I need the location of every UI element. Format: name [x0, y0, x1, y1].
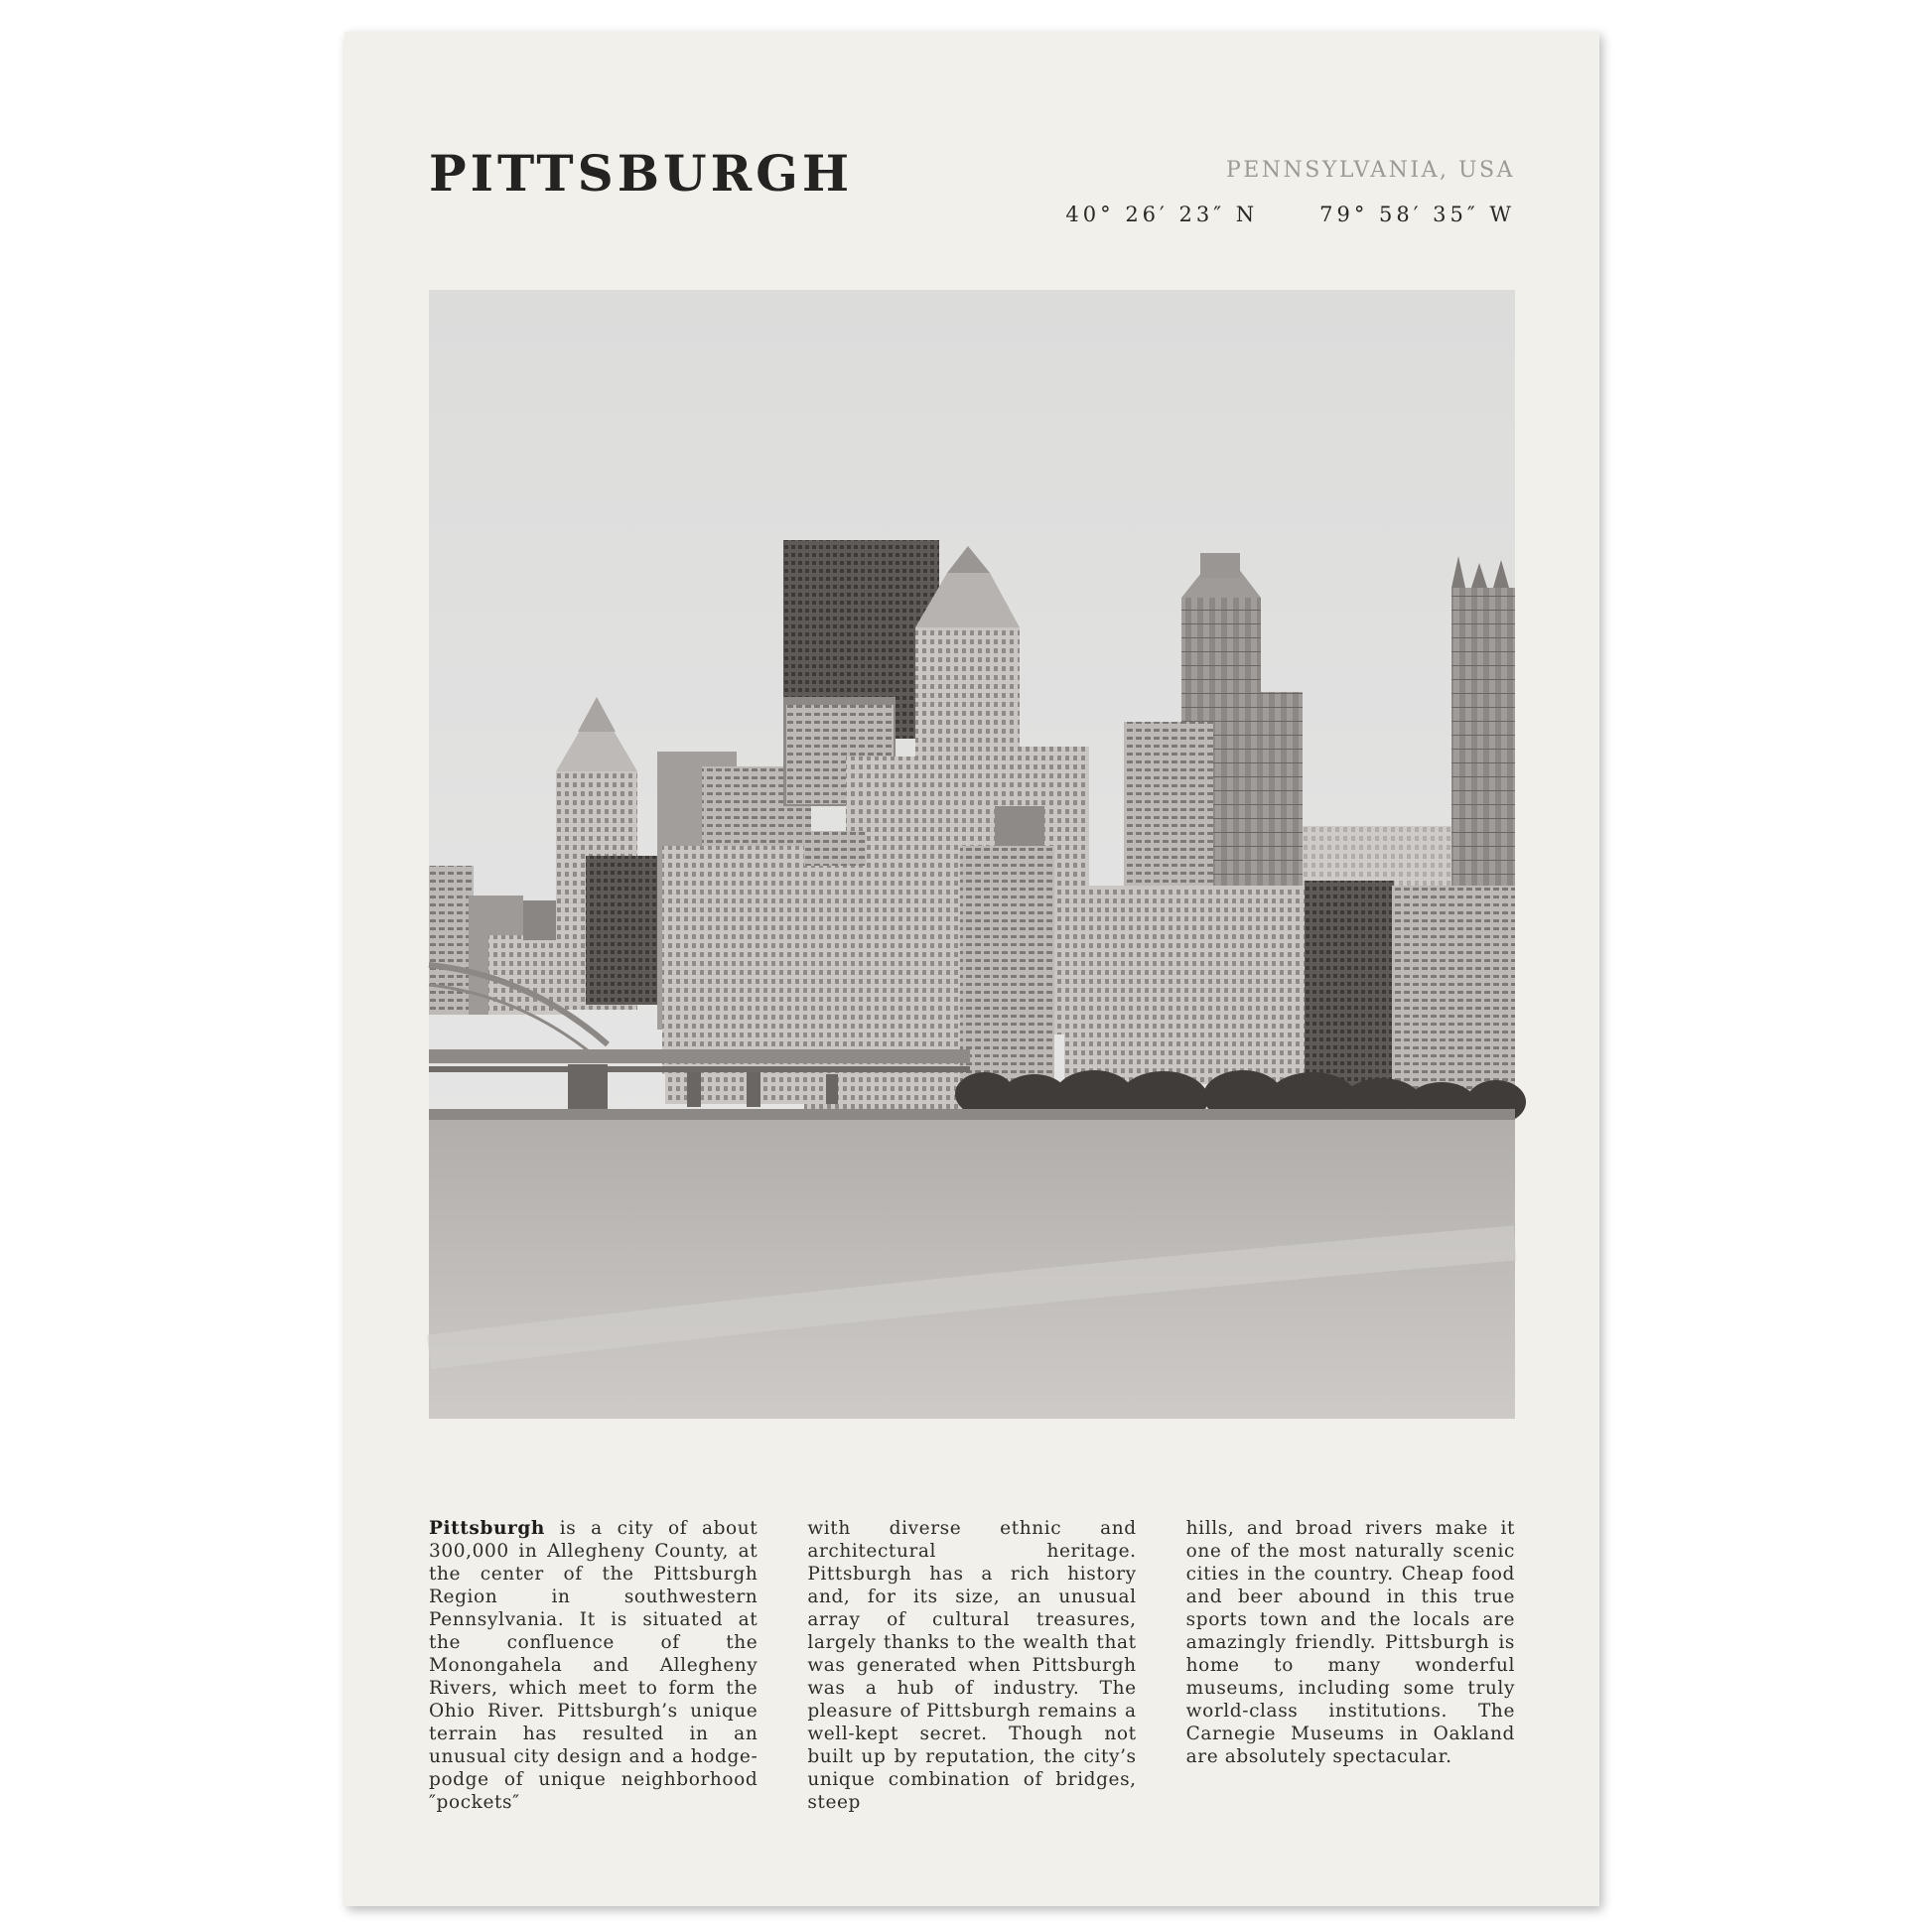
latitude: 40° 26′ 23″ N [1065, 203, 1259, 226]
region-label: PENNSYLVANIA, USA [1225, 158, 1515, 183]
description-column-1: Pittsburgh is a city of about 300,000 in Allegheny County, at the center of the Pittsburgh Region in southwestern Pennsylvania. It is situated at the confluence of the Monongahela and Allegheny Rivers, which meet to form the Ohio River. Pittsburgh’s unique terrain has resulted in an unusual city design and a hodge-podge of unique neighborhood ″pockets″ [429, 1518, 759, 1813]
description-lead: Pittsburgh [429, 1518, 545, 1539]
description-column-3: hills, and broad rivers make it one of the most naturally scenic cities in the country. Cheap food and beer abound in this true sports town and the locals are amazingly friendly. Pittsburgh is home to many wonderful museums, including some truly world-class institutions. The Carnegie Museums in Oakland are absolutely spectacular. [1185, 1518, 1515, 1767]
description-column-2: with diverse ethnic and architectural heritage. Pittsburgh has a rich history and, for its size, an unusual array of cultural treasures, largely thanks to the wealth that was generated when Pittsburgh was a hub of industry. The pleasure of Pittsburgh remains a well-kept secret. Though not built up by reputation, the city’s unique combination of bridges, steep [807, 1518, 1137, 1813]
coordinates [1065, 203, 1515, 226]
poster [345, 32, 1599, 1906]
city-skyline-photo-icon [429, 290, 1515, 1419]
description [429, 1517, 1515, 1813]
skyline-photo [429, 290, 1515, 1419]
longitude: 79° 58′ 35″ W [1319, 203, 1515, 226]
city-title: PITTSBURGH [429, 144, 854, 203]
